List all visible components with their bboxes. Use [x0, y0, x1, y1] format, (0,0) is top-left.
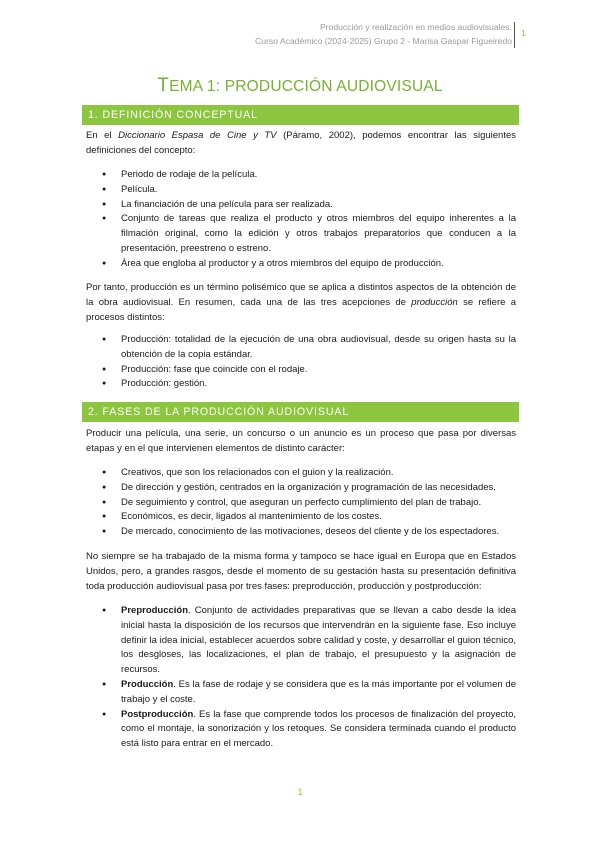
list-item: ● Económicos, es decir, ligados al mantenimiento de los costes.	[86, 510, 516, 525]
elements-list	[86, 466, 516, 540]
phases-list	[86, 604, 516, 752]
list-item: ● De mercado, conocimiento de las motivaciones, deseos del cliente y de los espectadores.	[86, 525, 516, 540]
section-1-intro	[86, 129, 516, 159]
list-item: ● Área que engloba al productor y a otros miembros del equipo de producción.	[86, 257, 516, 272]
header-divider	[514, 22, 515, 48]
list-item: ● Producción: gestión.	[86, 377, 516, 392]
section-1-summary	[86, 281, 516, 325]
list-item	[86, 604, 516, 678]
header-page-number: 1	[521, 28, 526, 38]
list-item: ● Creativos, que son los relacionados con el guion y la realización.	[86, 466, 516, 481]
meanings-list	[86, 333, 516, 392]
header-course-title: Producción y realización en medios audiovisuales.	[319, 22, 512, 32]
phase-description: . Es la fase de rodaje y se considera que es la más importante por el volumen de trabajo y el coste.	[121, 678, 516, 705]
dictionary-title: Diccionario Espasa de Cine y TV	[118, 130, 277, 141]
list-item: ● De seguimiento y control, que aseguran un perfecto cumplimiento del plan de trabajo.	[86, 496, 516, 511]
list-item: ● Producción: fase que coincide con el rodaje.	[86, 363, 516, 378]
list-item: ● Conjunto de tareas que realiza el producto y otros miembros del equipo inherentes a la filmación original, como la edición y otros trabajos preparatorios que conducen a la presentación, preestreno o estreno.	[86, 212, 516, 256]
phase-description: . Es la fase que comprende todos los procesos de finalización del proyecto, como el montaje, la sonorización y los retoques. Se considera terminada cuando el producto está listo para entrar en el mercado.	[121, 708, 516, 750]
summary-term: producción	[411, 296, 458, 308]
phase-name: Postproducción	[121, 708, 194, 720]
summary-text: Por tanto, producción es un término polisémico que se aplica a distintos aspectos de la obtención de la obra audiovisual. En resumen, cada una de las tres acepciones de	[86, 282, 516, 308]
list-item: ● La financiación de una película para ser realizada.	[86, 198, 516, 213]
intro-text: En el	[86, 130, 119, 141]
definitions-list	[86, 168, 516, 272]
phase-name: Preproducción	[121, 605, 189, 616]
title-initial: T	[157, 75, 170, 96]
phase-description: . Conjunto de actividades preparativas que se llevan a cabo desde la idea inicial hasta la disposición de los recursos que intervendrán en la siguiente fase. Eso incluye definir la idea inicial, establecer acuerdos sobre calidad y coste, y desarrollar el guion técnico, los desgloses, las localizaciones, el plan de trabajo, el presupuesto y la asignación de recursos.	[121, 605, 516, 676]
list-item: ● Producción: totalidad de la ejecución de una obra audiovisual, desde su origen hasta su la obtención de la copia estándar.	[86, 333, 516, 363]
section-2-intro: Producir una película, una serie, un concurso o un anuncio es un proceso que pasa por diversas etapas y en el que intervienen elementos de distinto carácter:	[86, 428, 516, 454]
summary-text-end: se refiere a procesos distintos:	[86, 296, 516, 323]
list-item: ● De dirección y gestión, centrados en la organización y programación de las necesidades.	[86, 481, 516, 496]
running-header	[255, 20, 512, 48]
section-2-heading: 2. FASES DE LA PRODUCCIÓN AUDIOVISUAL	[82, 402, 519, 422]
list-item: ● Periodo de rodaje de la película.	[86, 168, 516, 183]
title-rest: EMA 1: PRODUCCIÓN AUDIOVISUAL	[169, 78, 443, 95]
list-item	[86, 708, 516, 752]
footer-page-number: 1	[297, 787, 303, 797]
section-1-heading: 1. DEFINICIÓN CONCEPTUAL	[82, 105, 519, 125]
intro-text-end: (Páramo, 2002), podemos encontrar las siguientes definiciones del concepto:	[86, 130, 517, 156]
list-item: ● Película.	[86, 183, 516, 198]
phases-intro: No siempre se ha trabajado de la misma forma y tampoco se hace igual en Europa que en Estados Unidos, pero, a grandes rasgos, desde el momento de su gestación hasta su presentación definitiva toda producción audiovisual pasa por tres fases: preproducción, producción y postproducción:	[86, 551, 516, 592]
header-course-info: Curso Académico (2024-2025) Grupo 2 - Marisa Gaspar Figueiredo	[255, 36, 512, 46]
phase-name: Producción	[121, 678, 174, 690]
list-item	[86, 678, 516, 708]
page-title	[0, 75, 600, 97]
